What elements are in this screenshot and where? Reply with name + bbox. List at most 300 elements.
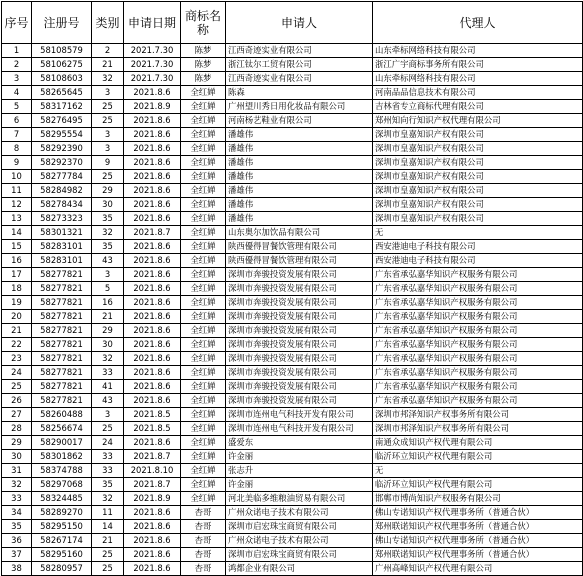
cell-agent: 郑州知向行知识产权代理有限公司 <box>373 114 583 128</box>
cell-mark-name: 全红婵 <box>181 380 226 394</box>
cell-applicant: 许金丽 <box>226 450 373 464</box>
cell-applicant: 潘雄伟 <box>226 128 373 142</box>
cell-reg-no: 58284982 <box>32 184 92 198</box>
cell-applicant: 江西奇迹实业有限公司 <box>226 44 373 58</box>
cell-mark-name: 全红婵 <box>181 226 226 240</box>
cell-reg-no: 58277784 <box>32 170 92 184</box>
cell-mark-name: 全红婵 <box>181 422 226 436</box>
cell-agent: 邯郸市博尚知识产权服务有限公司 <box>373 492 583 506</box>
cell-class: 43 <box>92 254 124 268</box>
cell-agent: 无 <box>373 464 583 478</box>
table-row <box>2 338 583 352</box>
cell-serial: 9 <box>2 156 32 170</box>
cell-applicant: 陕西優得冒餐饮管理有限公司 <box>226 240 373 254</box>
table-row <box>2 534 583 548</box>
table-row <box>2 44 583 58</box>
cell-class: 33 <box>92 464 124 478</box>
cell-mark-name: 全红婵 <box>181 128 226 142</box>
header-cell-applicant: 申请人 <box>226 2 373 44</box>
cell-applicant: 深圳市连州电气科技开发有限公司 <box>226 408 373 422</box>
header-cell-date: 申请日期 <box>124 2 181 44</box>
cell-serial: 7 <box>2 128 32 142</box>
table-body <box>2 44 583 576</box>
cell-applicant: 深圳市奔骏投资发展有限公司 <box>226 338 373 352</box>
cell-date: 2021.8.6 <box>124 114 181 128</box>
table-row <box>2 520 583 534</box>
cell-reg-no: 58106275 <box>32 58 92 72</box>
cell-serial: 10 <box>2 170 32 184</box>
cell-class: 3 <box>92 86 124 100</box>
cell-class: 25 <box>92 548 124 562</box>
cell-class: 21 <box>92 310 124 324</box>
cell-serial: 26 <box>2 394 32 408</box>
cell-date: 2021.8.6 <box>124 212 181 226</box>
cell-serial: 12 <box>2 198 32 212</box>
cell-mark-name: 全红婵 <box>181 408 226 422</box>
cell-class: 32 <box>92 492 124 506</box>
cell-reg-no: 58290017 <box>32 436 92 450</box>
table-row <box>2 436 583 450</box>
cell-agent: 深圳市皇嘉知识产权有限公司 <box>373 170 583 184</box>
cell-date: 2021.8.6 <box>124 240 181 254</box>
cell-agent: 广东省承弘嘉华知识产权服务有限公司 <box>373 352 583 366</box>
table-row <box>2 380 583 394</box>
cell-serial: 34 <box>2 506 32 520</box>
cell-reg-no: 58108579 <box>32 44 92 58</box>
cell-reg-no: 58273323 <box>32 212 92 226</box>
cell-class: 3 <box>92 408 124 422</box>
cell-agent: 广东省承弘嘉华知识产权服务有限公司 <box>373 380 583 394</box>
cell-date: 2021.8.6 <box>124 268 181 282</box>
cell-agent: 深圳市邦泽知识产权事务所有限公司 <box>373 422 583 436</box>
cell-mark-name: 陈梦 <box>181 72 226 86</box>
cell-reg-no: 58297068 <box>32 478 92 492</box>
table-row <box>2 394 583 408</box>
cell-serial: 24 <box>2 366 32 380</box>
cell-reg-no: 58265645 <box>32 86 92 100</box>
cell-class: 30 <box>92 198 124 212</box>
cell-agent: 广东省承弘嘉华知识产权服务有限公司 <box>373 296 583 310</box>
table-row <box>2 240 583 254</box>
cell-reg-no: 58277821 <box>32 366 92 380</box>
cell-agent: 深圳市皇嘉知识产权有限公司 <box>373 156 583 170</box>
cell-agent: 山东牵标网络科技有限公司 <box>373 72 583 86</box>
cell-applicant: 陈森 <box>226 86 373 100</box>
cell-class: 32 <box>92 352 124 366</box>
table-row <box>2 198 583 212</box>
cell-class: 33 <box>92 450 124 464</box>
table-row <box>2 366 583 380</box>
table-row <box>2 422 583 436</box>
table-row <box>2 408 583 422</box>
cell-class: 32 <box>92 226 124 240</box>
cell-date: 2021.8.7 <box>124 450 181 464</box>
cell-applicant: 浙江钛尔工贸有限公司 <box>226 58 373 72</box>
cell-mark-name: 杏哥 <box>181 520 226 534</box>
cell-class: 35 <box>92 478 124 492</box>
table-row <box>2 548 583 562</box>
cell-applicant: 广州众诺电子技术有限公司 <box>226 534 373 548</box>
cell-reg-no: 58374788 <box>32 464 92 478</box>
cell-date: 2021.8.6 <box>124 352 181 366</box>
cell-applicant: 深圳市启宏珠宝商贸有限公司 <box>226 548 373 562</box>
cell-applicant: 山东奥尔加饮品有限公司 <box>226 226 373 240</box>
cell-mark-name: 全红婵 <box>181 240 226 254</box>
cell-date: 2021.8.7 <box>124 226 181 240</box>
cell-class: 41 <box>92 380 124 394</box>
cell-applicant: 潘雄伟 <box>226 184 373 198</box>
cell-serial: 30 <box>2 450 32 464</box>
cell-date: 2021.8.6 <box>124 338 181 352</box>
cell-serial: 20 <box>2 310 32 324</box>
cell-mark-name: 全红婵 <box>181 338 226 352</box>
cell-class: 21 <box>92 534 124 548</box>
cell-mark-name: 杏哥 <box>181 548 226 562</box>
cell-reg-no: 58256674 <box>32 422 92 436</box>
cell-applicant: 深圳市奔骏投资发展有限公司 <box>226 380 373 394</box>
cell-class: 2 <box>92 44 124 58</box>
cell-applicant: 广州众诺电子技术有限公司 <box>226 506 373 520</box>
table-row <box>2 128 583 142</box>
cell-serial: 17 <box>2 268 32 282</box>
cell-class: 3 <box>92 142 124 156</box>
table-row <box>2 310 583 324</box>
cell-date: 2021.8.6 <box>124 506 181 520</box>
cell-reg-no: 58324485 <box>32 492 92 506</box>
cell-date: 2021.8.6 <box>124 436 181 450</box>
cell-reg-no: 58267174 <box>32 534 92 548</box>
table-row <box>2 184 583 198</box>
cell-reg-no: 58277821 <box>32 352 92 366</box>
cell-agent: 佛山专诺知识产权代理事务所（普通合伙） <box>373 534 583 548</box>
cell-mark-name: 杏哥 <box>181 534 226 548</box>
cell-reg-no: 58295160 <box>32 548 92 562</box>
cell-mark-name: 全红婵 <box>181 198 226 212</box>
cell-mark-name: 全红婵 <box>181 254 226 268</box>
cell-applicant: 河北美临多维粮油贸易有限公司 <box>226 492 373 506</box>
cell-date: 2021.8.6 <box>124 142 181 156</box>
cell-mark-name: 全红婵 <box>181 86 226 100</box>
cell-serial: 5 <box>2 100 32 114</box>
table-row <box>2 492 583 506</box>
cell-serial: 14 <box>2 226 32 240</box>
table-row <box>2 478 583 492</box>
cell-reg-no: 58301862 <box>32 450 92 464</box>
cell-agent: 广东省承弘嘉华知识产权服务有限公司 <box>373 324 583 338</box>
cell-applicant: 深圳市奔骏投资发展有限公司 <box>226 352 373 366</box>
cell-mark-name: 全红婵 <box>181 212 226 226</box>
cell-class: 5 <box>92 282 124 296</box>
cell-agent: 深圳市皇嘉知识产权有限公司 <box>373 184 583 198</box>
cell-reg-no: 58277821 <box>32 282 92 296</box>
cell-class: 25 <box>92 170 124 184</box>
cell-class: 25 <box>92 562 124 576</box>
table-row <box>2 268 583 282</box>
cell-reg-no: 58108603 <box>32 72 92 86</box>
cell-agent: 广州高峰知识产权代理有限公司 <box>373 562 583 576</box>
cell-agent: 广东省承弘嘉华知识产权服务有限公司 <box>373 310 583 324</box>
cell-mark-name: 全红婵 <box>181 352 226 366</box>
cell-serial: 28 <box>2 422 32 436</box>
cell-reg-no: 58295150 <box>32 520 92 534</box>
cell-class: 29 <box>92 184 124 198</box>
cell-serial: 29 <box>2 436 32 450</box>
cell-agent: 深圳市皇嘉知识产权有限公司 <box>373 142 583 156</box>
cell-agent: 郑州联诺知识产权代理事务所（普通合伙） <box>373 520 583 534</box>
cell-mark-name: 全红婵 <box>181 114 226 128</box>
table-row <box>2 170 583 184</box>
cell-applicant: 江西奇迹实业有限公司 <box>226 72 373 86</box>
cell-date: 2021.8.9 <box>124 100 181 114</box>
cell-serial: 36 <box>2 534 32 548</box>
cell-reg-no: 58277821 <box>32 338 92 352</box>
cell-serial: 38 <box>2 562 32 576</box>
cell-date: 2021.8.6 <box>124 310 181 324</box>
cell-mark-name: 陈梦 <box>181 58 226 72</box>
cell-agent: 深圳市皇嘉知识产权有限公司 <box>373 198 583 212</box>
cell-applicant: 潘雄伟 <box>226 156 373 170</box>
table-row <box>2 562 583 576</box>
cell-serial: 11 <box>2 184 32 198</box>
cell-agent: 深圳市皇嘉知识产权有限公司 <box>373 128 583 142</box>
cell-date: 2021.8.6 <box>124 86 181 100</box>
cell-class: 3 <box>92 128 124 142</box>
cell-reg-no: 58277821 <box>32 296 92 310</box>
cell-serial: 18 <box>2 282 32 296</box>
cell-date: 2021.8.6 <box>124 282 181 296</box>
cell-date: 2021.8.6 <box>124 128 181 142</box>
cell-class: 25 <box>92 114 124 128</box>
cell-serial: 25 <box>2 380 32 394</box>
cell-date: 2021.8.6 <box>124 380 181 394</box>
cell-agent: 西安港迪电子科技有限公司 <box>373 254 583 268</box>
cell-serial: 8 <box>2 142 32 156</box>
cell-class: 25 <box>92 100 124 114</box>
cell-reg-no: 58280957 <box>32 562 92 576</box>
cell-mark-name: 全红婵 <box>181 492 226 506</box>
table-row <box>2 58 583 72</box>
cell-class: 29 <box>92 324 124 338</box>
cell-applicant: 深圳市奔骏投资发展有限公司 <box>226 324 373 338</box>
cell-mark-name: 全红婵 <box>181 324 226 338</box>
cell-reg-no: 58276495 <box>32 114 92 128</box>
table-row <box>2 156 583 170</box>
cell-date: 2021.8.6 <box>124 366 181 380</box>
cell-applicant: 深圳市奔骏投资发展有限公司 <box>226 268 373 282</box>
cell-mark-name: 全红婵 <box>181 100 226 114</box>
cell-serial: 3 <box>2 72 32 86</box>
cell-serial: 22 <box>2 338 32 352</box>
cell-agent: 浙江广宇商标事务所有限公司 <box>373 58 583 72</box>
cell-serial: 19 <box>2 296 32 310</box>
cell-reg-no: 58292370 <box>32 156 92 170</box>
table-row <box>2 352 583 366</box>
cell-class: 25 <box>92 422 124 436</box>
cell-agent: 郑州联诺知识产权代理事务所（普通合伙） <box>373 548 583 562</box>
table-row <box>2 464 583 478</box>
cell-agent: 山东牵标网络科技有限公司 <box>373 44 583 58</box>
cell-serial: 35 <box>2 520 32 534</box>
cell-mark-name: 全红婵 <box>181 310 226 324</box>
cell-agent: 广东省承弘嘉华知识产权服务有限公司 <box>373 394 583 408</box>
cell-mark-name: 全红婵 <box>181 268 226 282</box>
cell-date: 2021.8.6 <box>124 296 181 310</box>
table-row <box>2 86 583 100</box>
cell-mark-name: 陈梦 <box>181 44 226 58</box>
table-row <box>2 142 583 156</box>
cell-reg-no: 58289270 <box>32 506 92 520</box>
header-cell-serial: 序号 <box>2 2 32 44</box>
cell-date: 2021.8.6 <box>124 520 181 534</box>
cell-mark-name: 杏哥 <box>181 562 226 576</box>
cell-agent: 临沂环立知识产权代理有限公司 <box>373 478 583 492</box>
cell-serial: 13 <box>2 212 32 226</box>
cell-date: 2021.8.9 <box>124 492 181 506</box>
table-row <box>2 226 583 240</box>
table-row <box>2 212 583 226</box>
cell-applicant: 盛爱东 <box>226 436 373 450</box>
cell-agent: 南通众成知识产权代理有限公司 <box>373 436 583 450</box>
cell-applicant: 潘雄伟 <box>226 198 373 212</box>
cell-agent: 无 <box>373 226 583 240</box>
cell-mark-name: 全红婵 <box>181 282 226 296</box>
cell-class: 32 <box>92 72 124 86</box>
cell-applicant: 鸿都企业有限公司 <box>226 562 373 576</box>
cell-serial: 33 <box>2 492 32 506</box>
cell-reg-no: 58283101 <box>32 240 92 254</box>
cell-reg-no: 58277821 <box>32 324 92 338</box>
cell-mark-name: 全红婵 <box>181 464 226 478</box>
cell-reg-no: 58260488 <box>32 408 92 422</box>
cell-applicant: 潘雄伟 <box>226 212 373 226</box>
cell-date: 2021.8.6 <box>124 562 181 576</box>
cell-class: 35 <box>92 212 124 226</box>
cell-date: 2021.8.6 <box>124 548 181 562</box>
cell-serial: 31 <box>2 464 32 478</box>
cell-class: 33 <box>92 366 124 380</box>
cell-class: 11 <box>92 506 124 520</box>
cell-date: 2021.8.10 <box>124 464 181 478</box>
header-cell-agent: 代理人 <box>373 2 583 44</box>
cell-agent: 佛山专诺知识产权代理事务所（普通合伙） <box>373 506 583 520</box>
cell-mark-name: 全红婵 <box>181 142 226 156</box>
cell-serial: 23 <box>2 352 32 366</box>
cell-class: 16 <box>92 296 124 310</box>
cell-class: 24 <box>92 436 124 450</box>
cell-mark-name: 全红婵 <box>181 394 226 408</box>
cell-applicant: 深圳市连州电气科技开发有限公司 <box>226 422 373 436</box>
cell-date: 2021.8.6 <box>124 394 181 408</box>
table-row <box>2 254 583 268</box>
cell-agent: 西安港迪电子科技有限公司 <box>373 240 583 254</box>
cell-serial: 15 <box>2 240 32 254</box>
cell-date: 2021.7.30 <box>124 44 181 58</box>
cell-reg-no: 58301321 <box>32 226 92 240</box>
cell-mark-name: 全红婵 <box>181 450 226 464</box>
cell-reg-no: 58295554 <box>32 128 92 142</box>
cell-reg-no: 58292390 <box>32 142 92 156</box>
cell-mark-name: 全红婵 <box>181 170 226 184</box>
cell-serial: 27 <box>2 408 32 422</box>
cell-mark-name: 全红婵 <box>181 436 226 450</box>
cell-serial: 2 <box>2 58 32 72</box>
table-row <box>2 114 583 128</box>
header-cell-mark-name: 商标名称 <box>181 2 226 44</box>
cell-applicant: 深圳市奔骏投资发展有限公司 <box>226 310 373 324</box>
cell-date: 2021.8.6 <box>124 184 181 198</box>
cell-agent: 临沂环立知识产权代理有限公司 <box>373 450 583 464</box>
cell-agent: 广东省承弘嘉华知识产权服务有限公司 <box>373 282 583 296</box>
cell-date: 2021.7.30 <box>124 72 181 86</box>
cell-agent: 广东省承弘嘉华知识产权服务有限公司 <box>373 268 583 282</box>
cell-reg-no: 58278434 <box>32 198 92 212</box>
cell-applicant: 许金丽 <box>226 478 373 492</box>
cell-agent: 吉林省专立商标代理有限公司 <box>373 100 583 114</box>
cell-class: 35 <box>92 240 124 254</box>
cell-date: 2021.8.6 <box>124 198 181 212</box>
header-row <box>2 2 583 44</box>
cell-reg-no: 58277821 <box>32 268 92 282</box>
cell-date: 2021.8.6 <box>124 254 181 268</box>
cell-applicant: 深圳市奔骏投资发展有限公司 <box>226 296 373 310</box>
cell-reg-no: 58283101 <box>32 254 92 268</box>
cell-applicant: 陕西優得冒餐饮管理有限公司 <box>226 254 373 268</box>
table-row <box>2 72 583 86</box>
cell-applicant: 潘雄伟 <box>226 170 373 184</box>
cell-date: 2021.8.6 <box>124 170 181 184</box>
cell-date: 2021.8.5 <box>124 408 181 422</box>
cell-serial: 37 <box>2 548 32 562</box>
cell-serial: 32 <box>2 478 32 492</box>
trademark-table <box>1 1 583 576</box>
cell-class: 43 <box>92 394 124 408</box>
table-row <box>2 450 583 464</box>
cell-class: 30 <box>92 338 124 352</box>
cell-mark-name: 全红婵 <box>181 366 226 380</box>
cell-agent: 深圳市皇嘉知识产权有限公司 <box>373 212 583 226</box>
cell-applicant: 潘雄伟 <box>226 142 373 156</box>
cell-date: 2021.8.6 <box>124 324 181 338</box>
cell-applicant: 深圳市奔骏投资发展有限公司 <box>226 282 373 296</box>
cell-applicant: 深圳市奔骏投资发展有限公司 <box>226 394 373 408</box>
cell-date: 2021.8.6 <box>124 534 181 548</box>
cell-date: 2021.7.30 <box>124 58 181 72</box>
cell-mark-name: 全红婵 <box>181 156 226 170</box>
cell-mark-name: 全红婵 <box>181 296 226 310</box>
cell-agent: 广东省承弘嘉华知识产权服务有限公司 <box>373 366 583 380</box>
table-row <box>2 296 583 310</box>
table-row <box>2 506 583 520</box>
cell-reg-no: 58277821 <box>32 310 92 324</box>
table-row <box>2 324 583 338</box>
cell-class: 14 <box>92 520 124 534</box>
cell-applicant: 广州望川秀日用化妆品有限公司 <box>226 100 373 114</box>
cell-mark-name: 全红婵 <box>181 478 226 492</box>
cell-date: 2021.8.6 <box>124 156 181 170</box>
cell-serial: 1 <box>2 44 32 58</box>
cell-applicant: 河南杨艺鞋业有限公司 <box>226 114 373 128</box>
cell-mark-name: 全红婵 <box>181 184 226 198</box>
cell-serial: 21 <box>2 324 32 338</box>
cell-agent: 河南品品信息技术有限公司 <box>373 86 583 100</box>
table-header <box>2 2 583 44</box>
cell-serial: 16 <box>2 254 32 268</box>
cell-agent: 深圳市邦泽知识产权事务所有限公司 <box>373 408 583 422</box>
cell-reg-no: 58277821 <box>32 380 92 394</box>
cell-serial: 6 <box>2 114 32 128</box>
cell-class: 21 <box>92 58 124 72</box>
cell-agent: 广东省承弘嘉华知识产权服务有限公司 <box>373 338 583 352</box>
